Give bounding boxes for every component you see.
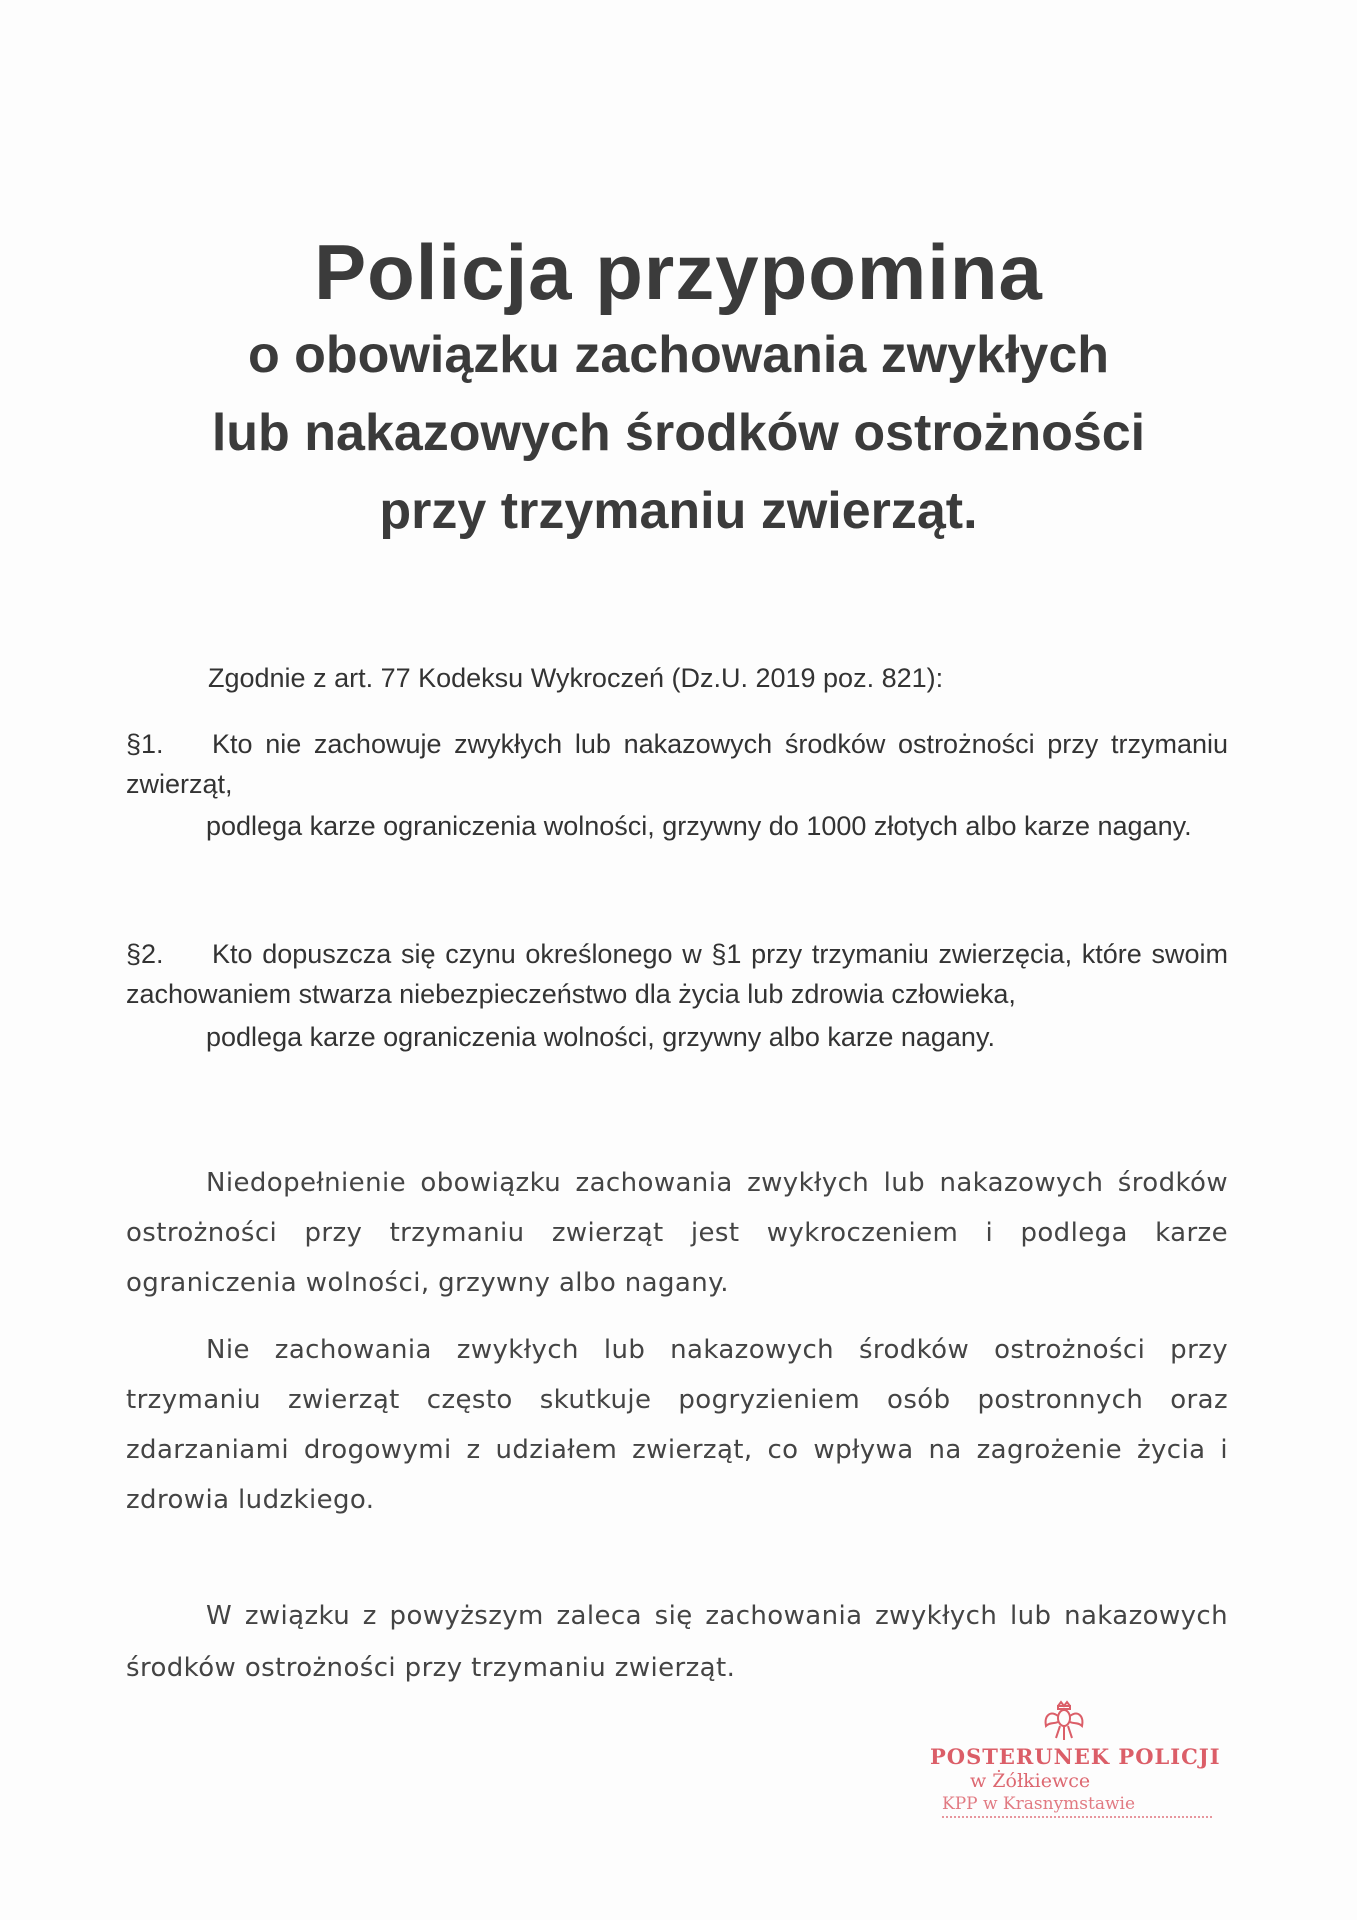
intro-text: Zgodnie z art. 77 Kodeksu Wykroczeń (Dz.U. 2019 poz. 821): [208,663,944,693]
section-2-text [126,934,1228,1014]
title-line-2: lub nakazowych środków ostrożności [211,404,1146,462]
stamp-line-1: POSTERUNEK POLICJI [930,1744,1221,1769]
stamp-line-3: KPP w Krasnymstawie [942,1794,1136,1814]
section-2-body: Kto dopuszcza się czynu określonego w §1 przy trzymaniu zwierzęcia, które swoim zachowaniem stwarza niebezpieczeństwo dla życia lub zdrowia człowieka, [126,939,1228,1009]
document-title [0,228,1357,550]
note-paragraph-1: Niedopełnienie obowiązku zachowania zwykłych lub nakazowych środków ostrożności przy trzymaniu zwierząt jest wykroczeniem i podlega karze ograniczenia wolności, grzywny albo nagany. [126,1168,1228,1298]
eagle-emblem-icon [1040,1700,1088,1744]
title-line-1: o obowiązku zachowania zwykłych [247,326,1110,384]
title-line-3: przy trzymaniu zwierząt. [379,482,978,540]
stamp-line-2: w Żółkiewce [970,1770,1091,1792]
title-main: Policja przypomina [314,228,1043,316]
section-1-text [126,724,1228,804]
section-2-mark: §2. [126,939,164,969]
stamp-signature-line [942,1816,1212,1818]
section-2-penalty: podlega karze ograniczenia wolności, grzywny albo karze nagany. [206,1022,995,1052]
section-1-mark: §1. [126,729,164,759]
note-paragraph-2: Nie zachowania zwykłych lub nakazowych środków ostrożności przy trzymaniu zwierząt często skutkuje pogryzieniem osób postronnych oraz zdarzaniami drogowymi z udziałem zwierząt, co wpływa na zagrożenie życia i zdrowia ludzkiego. [126,1335,1228,1515]
note-paragraph-3: W związku z powyższym zaleca się zachowania zwykłych lub nakazowych środków ostrożności przy trzymaniu zwierząt. [126,1601,1228,1683]
section-1-penalty: podlega karze ograniczenia wolności, grzywny do 1000 złotych albo karze nagany. [206,811,1192,841]
police-stamp [930,1700,1230,1830]
section-1-body: Kto nie zachowuje zwykłych lub nakazowych środków ostrożności przy trzymaniu zwierząt, [126,729,1228,799]
